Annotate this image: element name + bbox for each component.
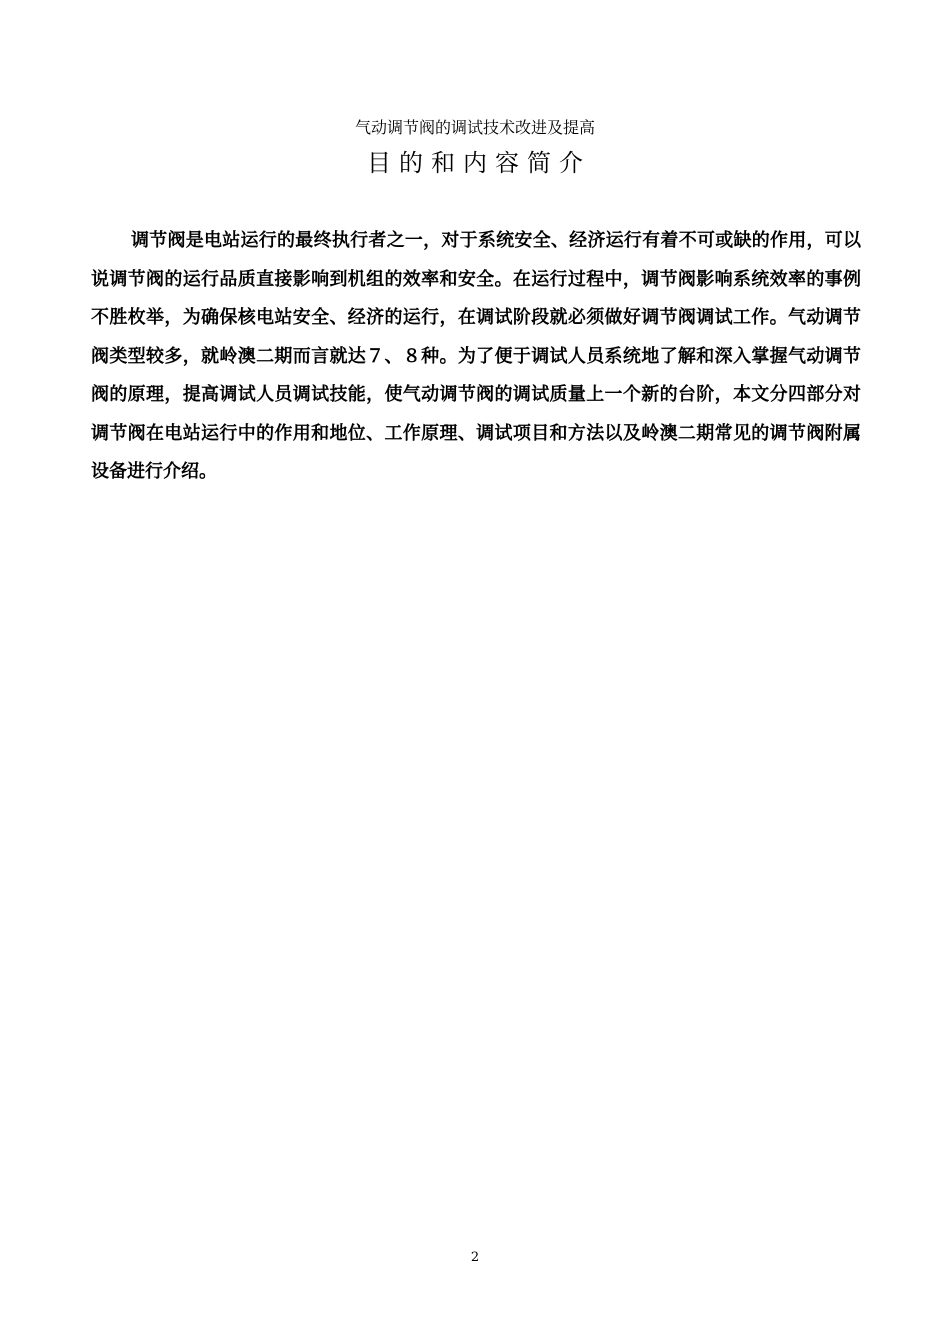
page-number: 2 xyxy=(470,1250,480,1265)
body-paragraph: 调节阀是电站运行的最终执行者之一，对于系统安全、经济运行有着不可或缺的作用，可以说调节阀的运行品质直接影响到机组的效率和安全。在运行过程中，调节阀影响系统效率的事例不胜枚举，为确保核电站安全、经济的运行，在调试阶段就必须做好调节阀调试工作。气动调节阀类型较多，就岭澳二期而言就达７、８种。为了便于调试人员系统地了解和深入掌握气动调节阀的原理，提高调试人员调试技能，使气动调节阀的调试质量上一个新的台阶，本文分四部分对调节阀在电站运行中的作用和地位、工作原理、调试项目和方法以及岭澳二期常见的调节阀附属设备进行介绍。 xyxy=(91,230,861,482)
running-header: 气动调节阀的调试技术改进及提高 xyxy=(354,118,595,137)
section-title: 目的和内容简介 xyxy=(367,149,591,177)
